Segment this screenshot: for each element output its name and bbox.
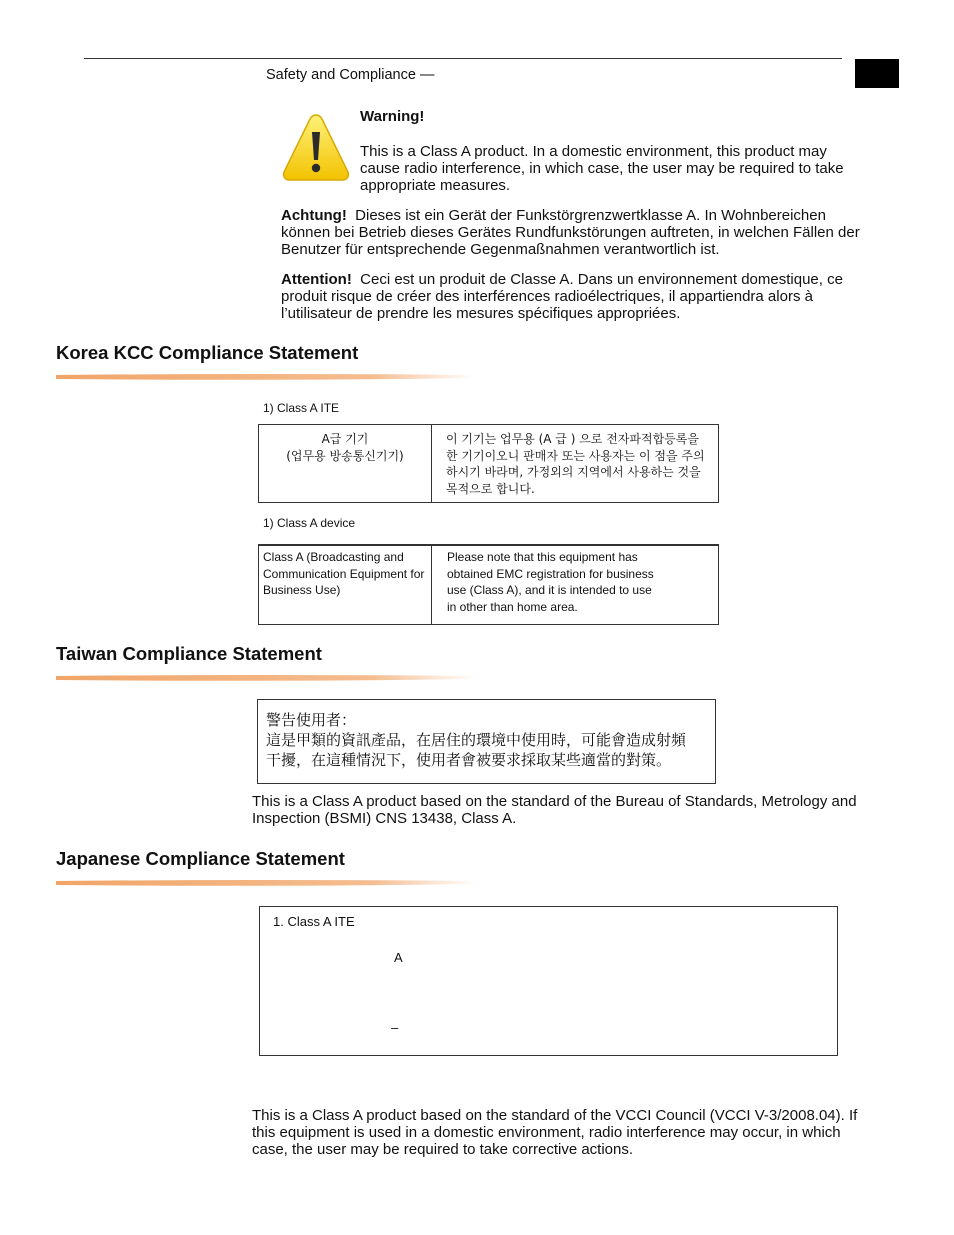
korea-caption-2: 1) Class A device bbox=[263, 516, 356, 530]
japan-box-dash: – bbox=[391, 1020, 399, 1035]
japan-notice-box bbox=[259, 906, 838, 1056]
taiwan-notice-line3: 干擾，在這種情況下，使用者會被要求採取某些適當的對策。 bbox=[266, 751, 672, 769]
taiwan-notice-box bbox=[257, 699, 716, 784]
japan-section-title: Japanese Compliance Statement bbox=[56, 848, 345, 869]
taiwan-text: This is a Class A product based on the standard of the Bureau of Standards, Metrology and Inspection (BSMI) CNS 13438, Class A. bbox=[252, 793, 857, 827]
attention-text: Ceci est un produit de Classe A. Dans un environnement domestique, ce produit risque de créer des interférences radioélectriques, il appartiendra alors à l’utilisateur de prendre les mesures spécifiques appropriées. bbox=[281, 271, 843, 322]
korea-table-2 bbox=[258, 544, 719, 625]
korea-t2-left: Class A (Broadcasting and Communication Equipment for Business Use) bbox=[259, 546, 432, 624]
korea-t2-right: Please note that this equipment has obtained EMC registration for business use (Class A), and it is intended to use in other than home area. bbox=[447, 550, 654, 614]
page-tab bbox=[855, 59, 899, 88]
korea-caption-1: 1) Class A ITE bbox=[263, 401, 340, 415]
attention-label: Attention! bbox=[281, 271, 352, 288]
achtung-paragraph bbox=[281, 207, 871, 258]
korea-table-1-left bbox=[259, 425, 432, 502]
achtung-text: Dieses ist ein Gerät der Funkstörgrenzwertklasse A. In Wohnbereichen können bei Betrieb dieses Gerätes Rundfunkstörungen auftreten, in welchen Fällen der Benutzer für entsprechende Gegenmaßnahmen verantwortlich ist. bbox=[281, 207, 860, 258]
attention-paragraph bbox=[281, 271, 871, 322]
korea-t1-left-line2: (업무용 방송통신기기) bbox=[286, 448, 404, 463]
korea-t1-left-line1: A급 기기 bbox=[321, 432, 369, 446]
running-head: Safety and Compliance — bbox=[266, 67, 435, 83]
korea-table-1 bbox=[258, 424, 719, 503]
achtung-label: Achtung! bbox=[281, 207, 347, 224]
taiwan-notice-line2: 這是甲類的資訊產品，在居住的環境中使用時，可能會造成射頻 bbox=[266, 731, 687, 749]
taiwan-swoosh bbox=[56, 670, 476, 680]
header-rule bbox=[84, 58, 842, 59]
japan-box-letter: A bbox=[394, 950, 403, 965]
japan-swoosh bbox=[56, 875, 476, 885]
taiwan-section-title: Taiwan Compliance Statement bbox=[56, 643, 322, 664]
warning-triangle-icon bbox=[281, 112, 351, 182]
warning-title: Warning! bbox=[360, 108, 425, 125]
korea-t1-right: 이 기기는 업무용 (A 급 ) 으로 전자파적합등록을 한 기기이오니 판매자 또는 사용자는 이 점을 주의하시기 바라며, 가정외의 지역에서 사용하는 것을 목적으로 합니다. bbox=[446, 432, 705, 496]
warning-text: This is a Class A product. In a domestic environment, this product may cause radio interference, in which case, the user may be required to take appropriate measures. bbox=[360, 143, 844, 194]
japan-box-caption: 1. Class A ITE bbox=[273, 914, 355, 929]
korea-section-title: Korea KCC Compliance Statement bbox=[56, 342, 359, 363]
korea-swoosh bbox=[56, 369, 476, 379]
taiwan-notice-line1: 警告使用者： bbox=[266, 711, 357, 729]
japan-text: This is a Class A product based on the standard of the VCCI Council (VCCI V-3/2008.04). If this equipment is used in a domestic environment, radio interference may occur, in which case, the user may be required to take corrective actions. bbox=[252, 1107, 858, 1158]
